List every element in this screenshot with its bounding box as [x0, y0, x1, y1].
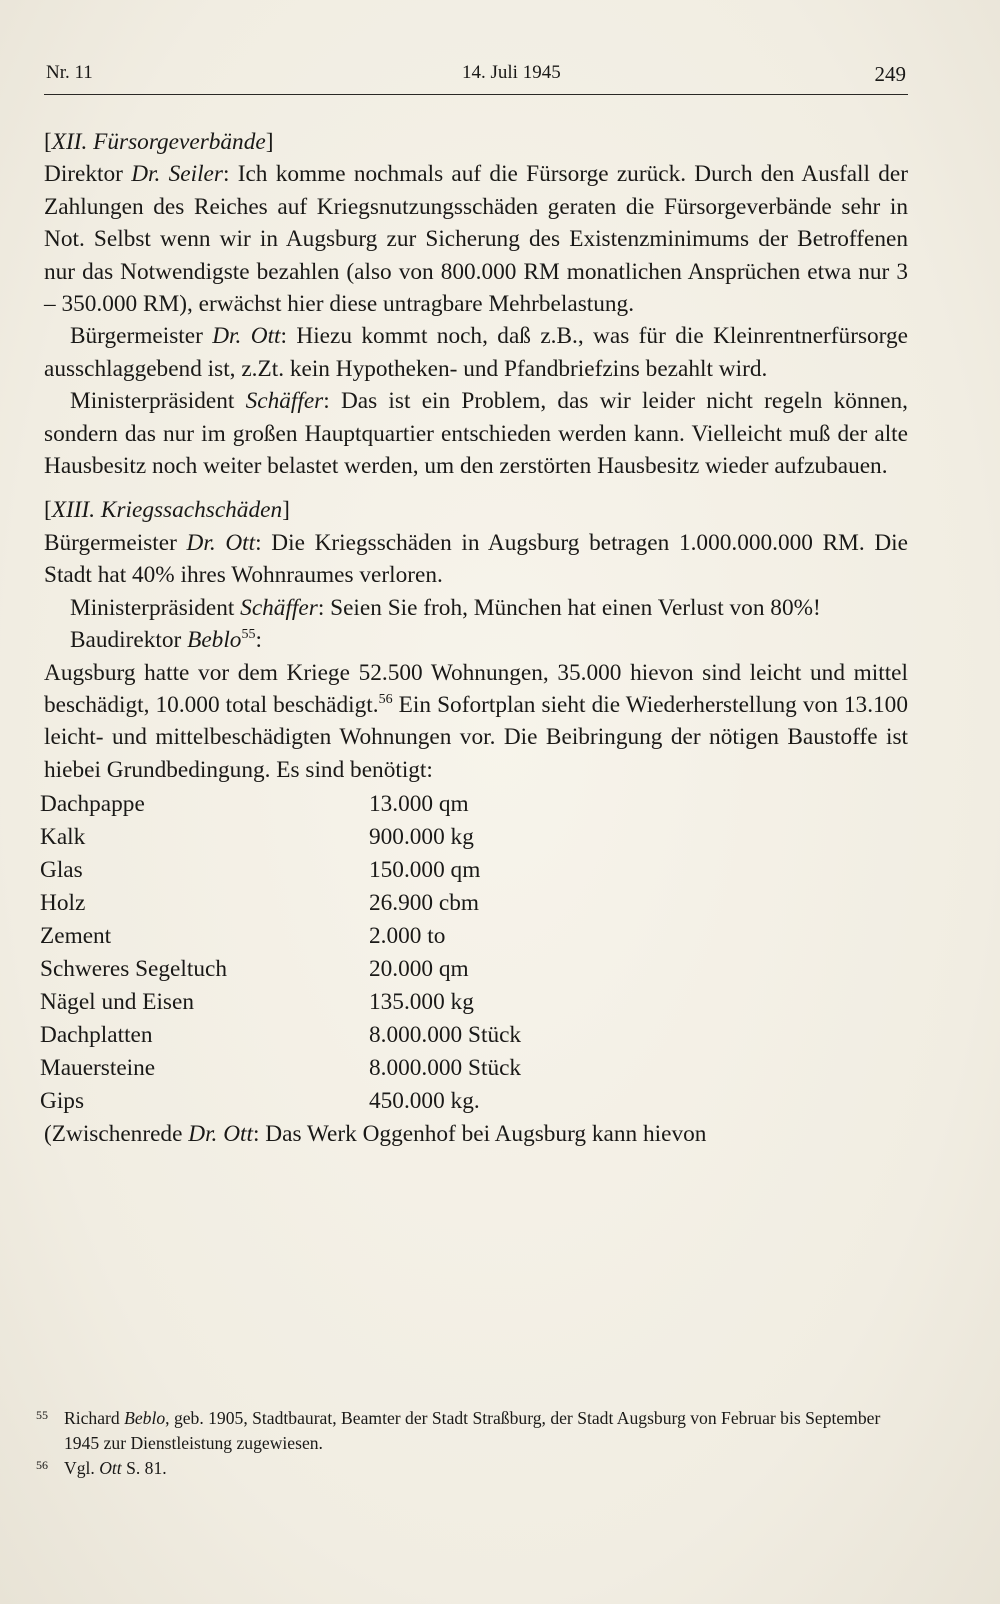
materials-row [40, 854, 908, 887]
material-quantity: 13.000 qm [369, 791, 469, 818]
document-number: Nr. 11 [46, 62, 93, 83]
material-name: Dachplatten [40, 1022, 153, 1049]
material-name: Glas [40, 857, 83, 884]
material-name: Gips [40, 1088, 85, 1115]
material-name: Schweres Segeltuch [40, 956, 227, 983]
paragraph-schaeffer-munich: Ministerpräsident Schäffer: Seien Sie froh, München hat einen Verlust von 80%! [70, 594, 821, 621]
main-text [40, 126, 909, 1151]
paragraph-beblo-intro: Baudirektor Beblo$^{55}$: [70, 627, 262, 654]
material-quantity: 2.000 to [369, 923, 446, 950]
paragraph-ott: Bürgermeister Dr. Ott: Hiezu kommt noch, daß z.B., was für die Kleinrentnerfürsorge ausschlaggebend ist, z.Zt. kein Hypotheken- und Pfandbriefzins bezahlt wird. [44, 323, 908, 382]
material-name: Nägel und Eisen [40, 989, 194, 1016]
materials-row [40, 887, 908, 920]
document-date: 14. Juli 1945 [462, 62, 561, 83]
speaker-name: Dr. Ott [186, 529, 256, 556]
material-quantity: 135.000 kg [369, 989, 474, 1016]
speaker-name: Dr. Ott [188, 1121, 253, 1148]
paragraph-seiler: Direktor Dr. Seiler: Ich komme nochmals auf die Fürsorge zurück. Durch den Ausfall der Zahlungen des Reiches auf Kriegsnutzungsschäden geraten die Fürsorgeverbände sehr in Not. Selbst wenn wir in Augsburg zur Sicherung des Existenzminimums der Betroffenen nur das Notwendigste bezahlen (also von 800.000 RM monatlichen Ansprüchen etwa nur 3 – 350.000 RM), erwächst hier diese untragbare Mehrbelastung. [44, 161, 909, 318]
materials-row [40, 1052, 908, 1085]
material-quantity: 8.000.000 Stück [369, 1022, 522, 1049]
section-heading-xiii: [XIII. Kriegssachschäden] [44, 497, 290, 524]
material-quantity: 450.000 kg. [369, 1088, 480, 1115]
footnote-ref: 56 [378, 691, 393, 707]
footnote-55: 55 Richard Beblo, geb. 1905, Stadtbaurat, Beamter der Stadt Straßburg, der Stadt Augsburg von Februar bis September 1945 zur Dienstleistung zugewiesen. [36, 1406, 908, 1456]
material-name: Holz [40, 890, 86, 917]
material-name: Dachpappe [40, 791, 145, 818]
footnote-number: 55 [36, 1408, 48, 1422]
paragraph-interjection: (Zwischenrede Dr. Ott: Das Werk Oggenhof bei Augsburg kann hievon [44, 1121, 707, 1148]
speaker-name: Schäffer [240, 594, 318, 621]
material-quantity: 26.900 cbm [369, 890, 480, 917]
page-number: 249 [874, 62, 906, 86]
materials-row [40, 920, 908, 953]
materials-row [40, 788, 908, 821]
material-quantity: 900.000 kg [369, 824, 474, 851]
material-name: Zement [40, 923, 112, 950]
paragraph-schaeffer: Ministerpräsident Schäffer: Das ist ein Problem, das wir leider nicht regeln können, sondern das nur im großen Hauptquartier entschieden werden kann. Vielleicht muß der alte Hausbesitz noch weiter belastet werden, um den zerstörten Hausbesitz wieder aufzubauen. [44, 388, 908, 480]
section-heading-xii: [XII. Fürsorgeverbände] [44, 129, 274, 155]
speaker-name: Dr. Ott [212, 323, 281, 350]
paragraph-beblo-report: Augsburg hatte vor dem Kriege 52.500 Wohnungen, 35.000 hievon sind leicht und mittel beschädigt, 10.000 total beschädigt.$^{56}$ Ein Sofortplan sieht die Wiederherstellung von 13.100 leicht- und mittelbeschädigten Wohnungen vor. Die Beibringung der nötigen Baustoffe ist hiebei Grundbedingung. Es sind benötigt: [44, 659, 908, 783]
running-header [44, 58, 908, 95]
materials-row [40, 821, 908, 854]
speaker-name: Schäffer [245, 388, 324, 415]
materials-row [40, 986, 908, 1019]
materials-row [40, 1085, 908, 1118]
materials-row [40, 953, 908, 986]
speaker-name: Beblo [187, 627, 242, 654]
material-quantity: 150.000 qm [369, 857, 481, 884]
material-name: Kalk [40, 824, 86, 851]
speaker-name: Dr. Seiler [131, 161, 223, 188]
material-name: Mauersteine [40, 1055, 156, 1082]
materials-list [40, 788, 908, 1118]
paragraph-ott-damages: Bürgermeister Dr. Ott: Die Kriegsschäden in Augsburg betragen 1.000.000.000 RM. Die Stadt hat 40% ihres Wohnraumes verloren. [44, 529, 908, 589]
footnote-56: 56 Vgl. Ott S. 81. [36, 1456, 908, 1481]
footnote-number: 56 [36, 1458, 48, 1472]
material-quantity: 20.000 qm [369, 956, 469, 983]
material-quantity: 8.000.000 Stück [369, 1055, 522, 1082]
footnote-ref: 55 [241, 627, 256, 643]
materials-row [40, 1019, 908, 1052]
footnotes [36, 1406, 908, 1481]
